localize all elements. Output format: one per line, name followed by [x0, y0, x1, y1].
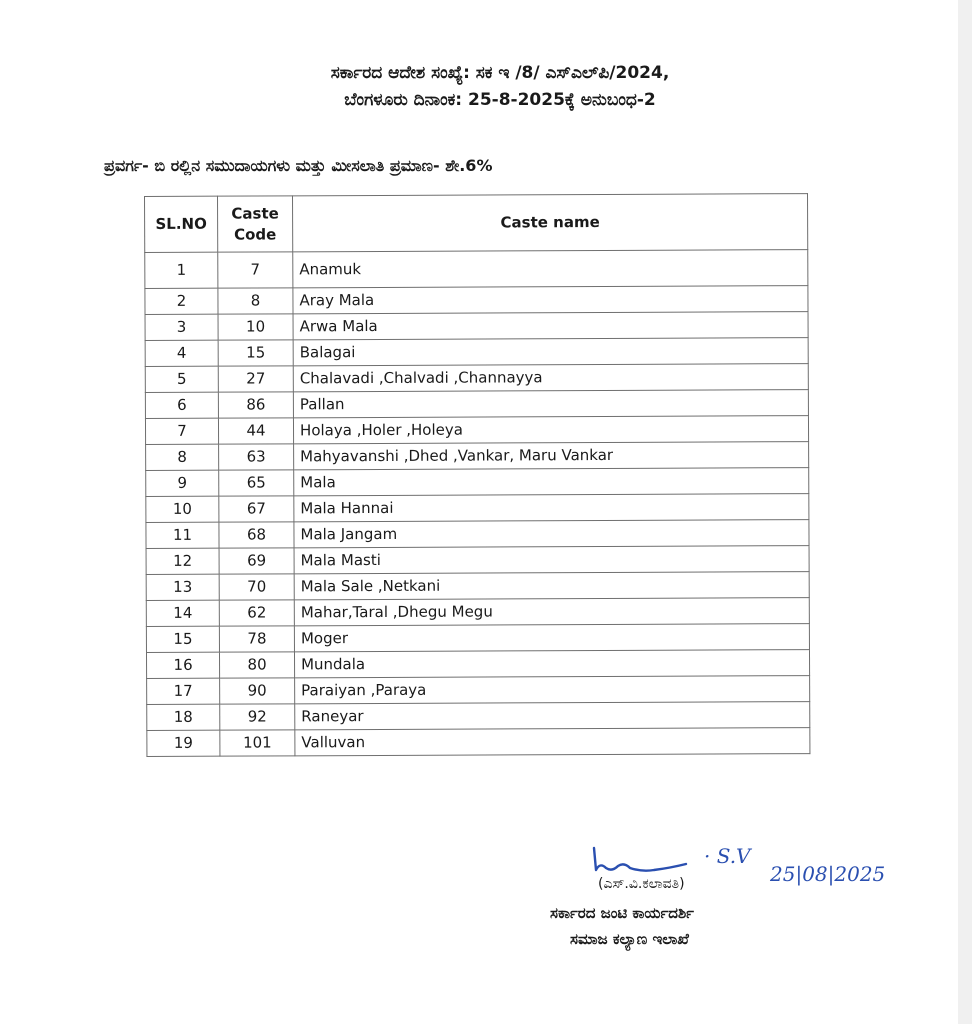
header-caste-code-line1: Caste — [231, 203, 279, 223]
cell-caste-code: 101 — [220, 730, 295, 756]
cell-sl-no: 16 — [146, 652, 219, 678]
cell-caste-code: 15 — [218, 340, 293, 366]
cell-sl-no: 2 — [145, 288, 218, 314]
cell-caste-name: Mala — [294, 468, 809, 496]
cell-caste-code: 86 — [218, 392, 293, 418]
table-row — [147, 728, 810, 757]
table-row — [145, 312, 808, 341]
table-row — [145, 338, 808, 367]
table-row — [146, 442, 809, 471]
table-row — [146, 546, 809, 575]
table-row — [146, 624, 809, 653]
cell-caste-name: Raneyar — [295, 702, 810, 730]
cell-sl-no: 5 — [145, 366, 218, 392]
cell-caste-name: Paraiyan ,Paraya — [295, 676, 810, 704]
table-row — [146, 468, 809, 497]
cell-caste-code: 67 — [219, 496, 294, 522]
cell-sl-no: 1 — [145, 252, 218, 288]
cell-caste-code: 80 — [219, 652, 294, 678]
cell-caste-name: Chalavadi ,Chalvadi ,Channayya — [293, 364, 808, 392]
cell-caste-name: Valluvan — [295, 728, 810, 756]
cell-caste-code: 62 — [219, 600, 294, 626]
cell-sl-no: 15 — [146, 626, 219, 652]
table-row — [145, 390, 808, 419]
cell-sl-no: 7 — [145, 418, 218, 444]
cell-sl-no: 3 — [145, 314, 218, 340]
cell-caste-name: Pallan — [293, 390, 808, 418]
table-body — [145, 250, 810, 757]
cell-sl-no: 19 — [147, 730, 220, 756]
order-date-line: ಬೆಂಗಳೂರು ದಿನಾಂಕ: 25-8-2025ಕ್ಕೆ ಅನುಬಂಧ-2 — [344, 90, 656, 110]
signatory-department: ಸಮಾಜ ಕಲ್ಯಾಣ ಇಲಾಖೆ — [570, 930, 689, 948]
table-header-row — [145, 194, 808, 253]
cell-caste-code: 44 — [218, 418, 293, 444]
cell-caste-name: Holaya ,Holer ,Holeya — [293, 416, 808, 444]
signature-scribble — [590, 842, 700, 878]
table-row — [145, 286, 808, 315]
table-row — [146, 572, 809, 601]
cell-caste-name: Mala Jangam — [294, 520, 809, 548]
order-number-line: ಸರ್ಕಾರದ ಆದೇಶ ಸಂಖ್ಯೆ: ಸಕ ಇ /8/ ಎಸ್‌ಎಲ್‌ಪಿ/2024, — [330, 63, 670, 83]
cell-caste-name: Arwa Mala — [293, 312, 808, 340]
cell-sl-no: 14 — [146, 600, 219, 626]
page-edge — [958, 0, 972, 1024]
table-row — [147, 676, 810, 705]
signature-date: 25|08|2025 — [770, 862, 886, 886]
cell-caste-name: Mundala — [294, 650, 809, 678]
cell-caste-code: 27 — [218, 366, 293, 392]
cell-caste-code: 8 — [218, 288, 293, 314]
order-header — [0, 60, 972, 114]
cell-caste-name: Mahyavanshi ,Dhed ,Vankar, Maru Vankar — [294, 442, 809, 470]
cell-caste-code: 90 — [220, 678, 295, 704]
cell-caste-code: 63 — [219, 444, 294, 470]
category-title: ಪ್ರವರ್ಗ- ಬಿ ರಲ್ಲಿನ ಸಮುದಾಯಗಳು ಮತ್ತು ಮೀಸಲಾತಿ ಪ್ರಮಾಣ- ಶೇ.6% — [104, 156, 493, 175]
cell-caste-name: Balagai — [293, 338, 808, 366]
cell-sl-no: 18 — [147, 704, 220, 730]
cell-caste-code: 69 — [219, 548, 294, 574]
cell-caste-code: 78 — [219, 626, 294, 652]
table-row — [147, 702, 810, 731]
table-row — [145, 250, 808, 289]
header-caste-code — [218, 196, 293, 252]
cell-caste-code: 92 — [220, 704, 295, 730]
header-caste-code-line2: Code — [234, 224, 277, 244]
table-row — [146, 650, 809, 679]
cell-caste-name: Mala Hannai — [294, 494, 809, 522]
cell-sl-no: 12 — [146, 548, 219, 574]
cell-caste-name: Moger — [294, 624, 809, 652]
cell-caste-name: Aray Mala — [293, 286, 808, 314]
cell-sl-no: 11 — [146, 522, 219, 548]
cell-sl-no: 9 — [146, 470, 219, 496]
header-caste-name: Caste name — [293, 194, 808, 252]
cell-sl-no: 10 — [146, 496, 219, 522]
cell-caste-code: 68 — [219, 522, 294, 548]
cell-caste-name: Mala Sale ,Netkani — [294, 572, 809, 600]
table-row — [146, 598, 809, 627]
table-row — [146, 520, 809, 549]
cell-caste-name: Mala Masti — [294, 546, 809, 574]
cell-sl-no: 8 — [146, 444, 219, 470]
table-row — [145, 364, 808, 393]
table-row — [146, 494, 809, 523]
cell-caste-code: 65 — [219, 470, 294, 496]
cell-sl-no: 13 — [146, 574, 219, 600]
cell-caste-code: 7 — [218, 252, 293, 288]
table-row — [145, 416, 808, 445]
cell-sl-no: 4 — [145, 340, 218, 366]
cell-sl-no: 6 — [145, 392, 218, 418]
cell-caste-name: Anamuk — [293, 250, 808, 288]
header-sl-no: SL.NO — [145, 196, 218, 252]
cell-caste-code: 70 — [219, 574, 294, 600]
caste-table — [144, 193, 810, 757]
cell-caste-name: Mahar,Taral ,Dhegu Megu — [294, 598, 809, 626]
cell-caste-code: 10 — [218, 314, 293, 340]
signatory-title: ಸರ್ಕಾರದ ಜಂಟಿ ಕಾರ್ಯದರ್ಶಿ — [550, 904, 694, 922]
signature-initials: · S.V — [704, 844, 751, 868]
signatory-name: (ಎಸ್.ವಿ.ಕಲಾವತಿ) — [598, 876, 685, 892]
cell-sl-no: 17 — [147, 678, 220, 704]
